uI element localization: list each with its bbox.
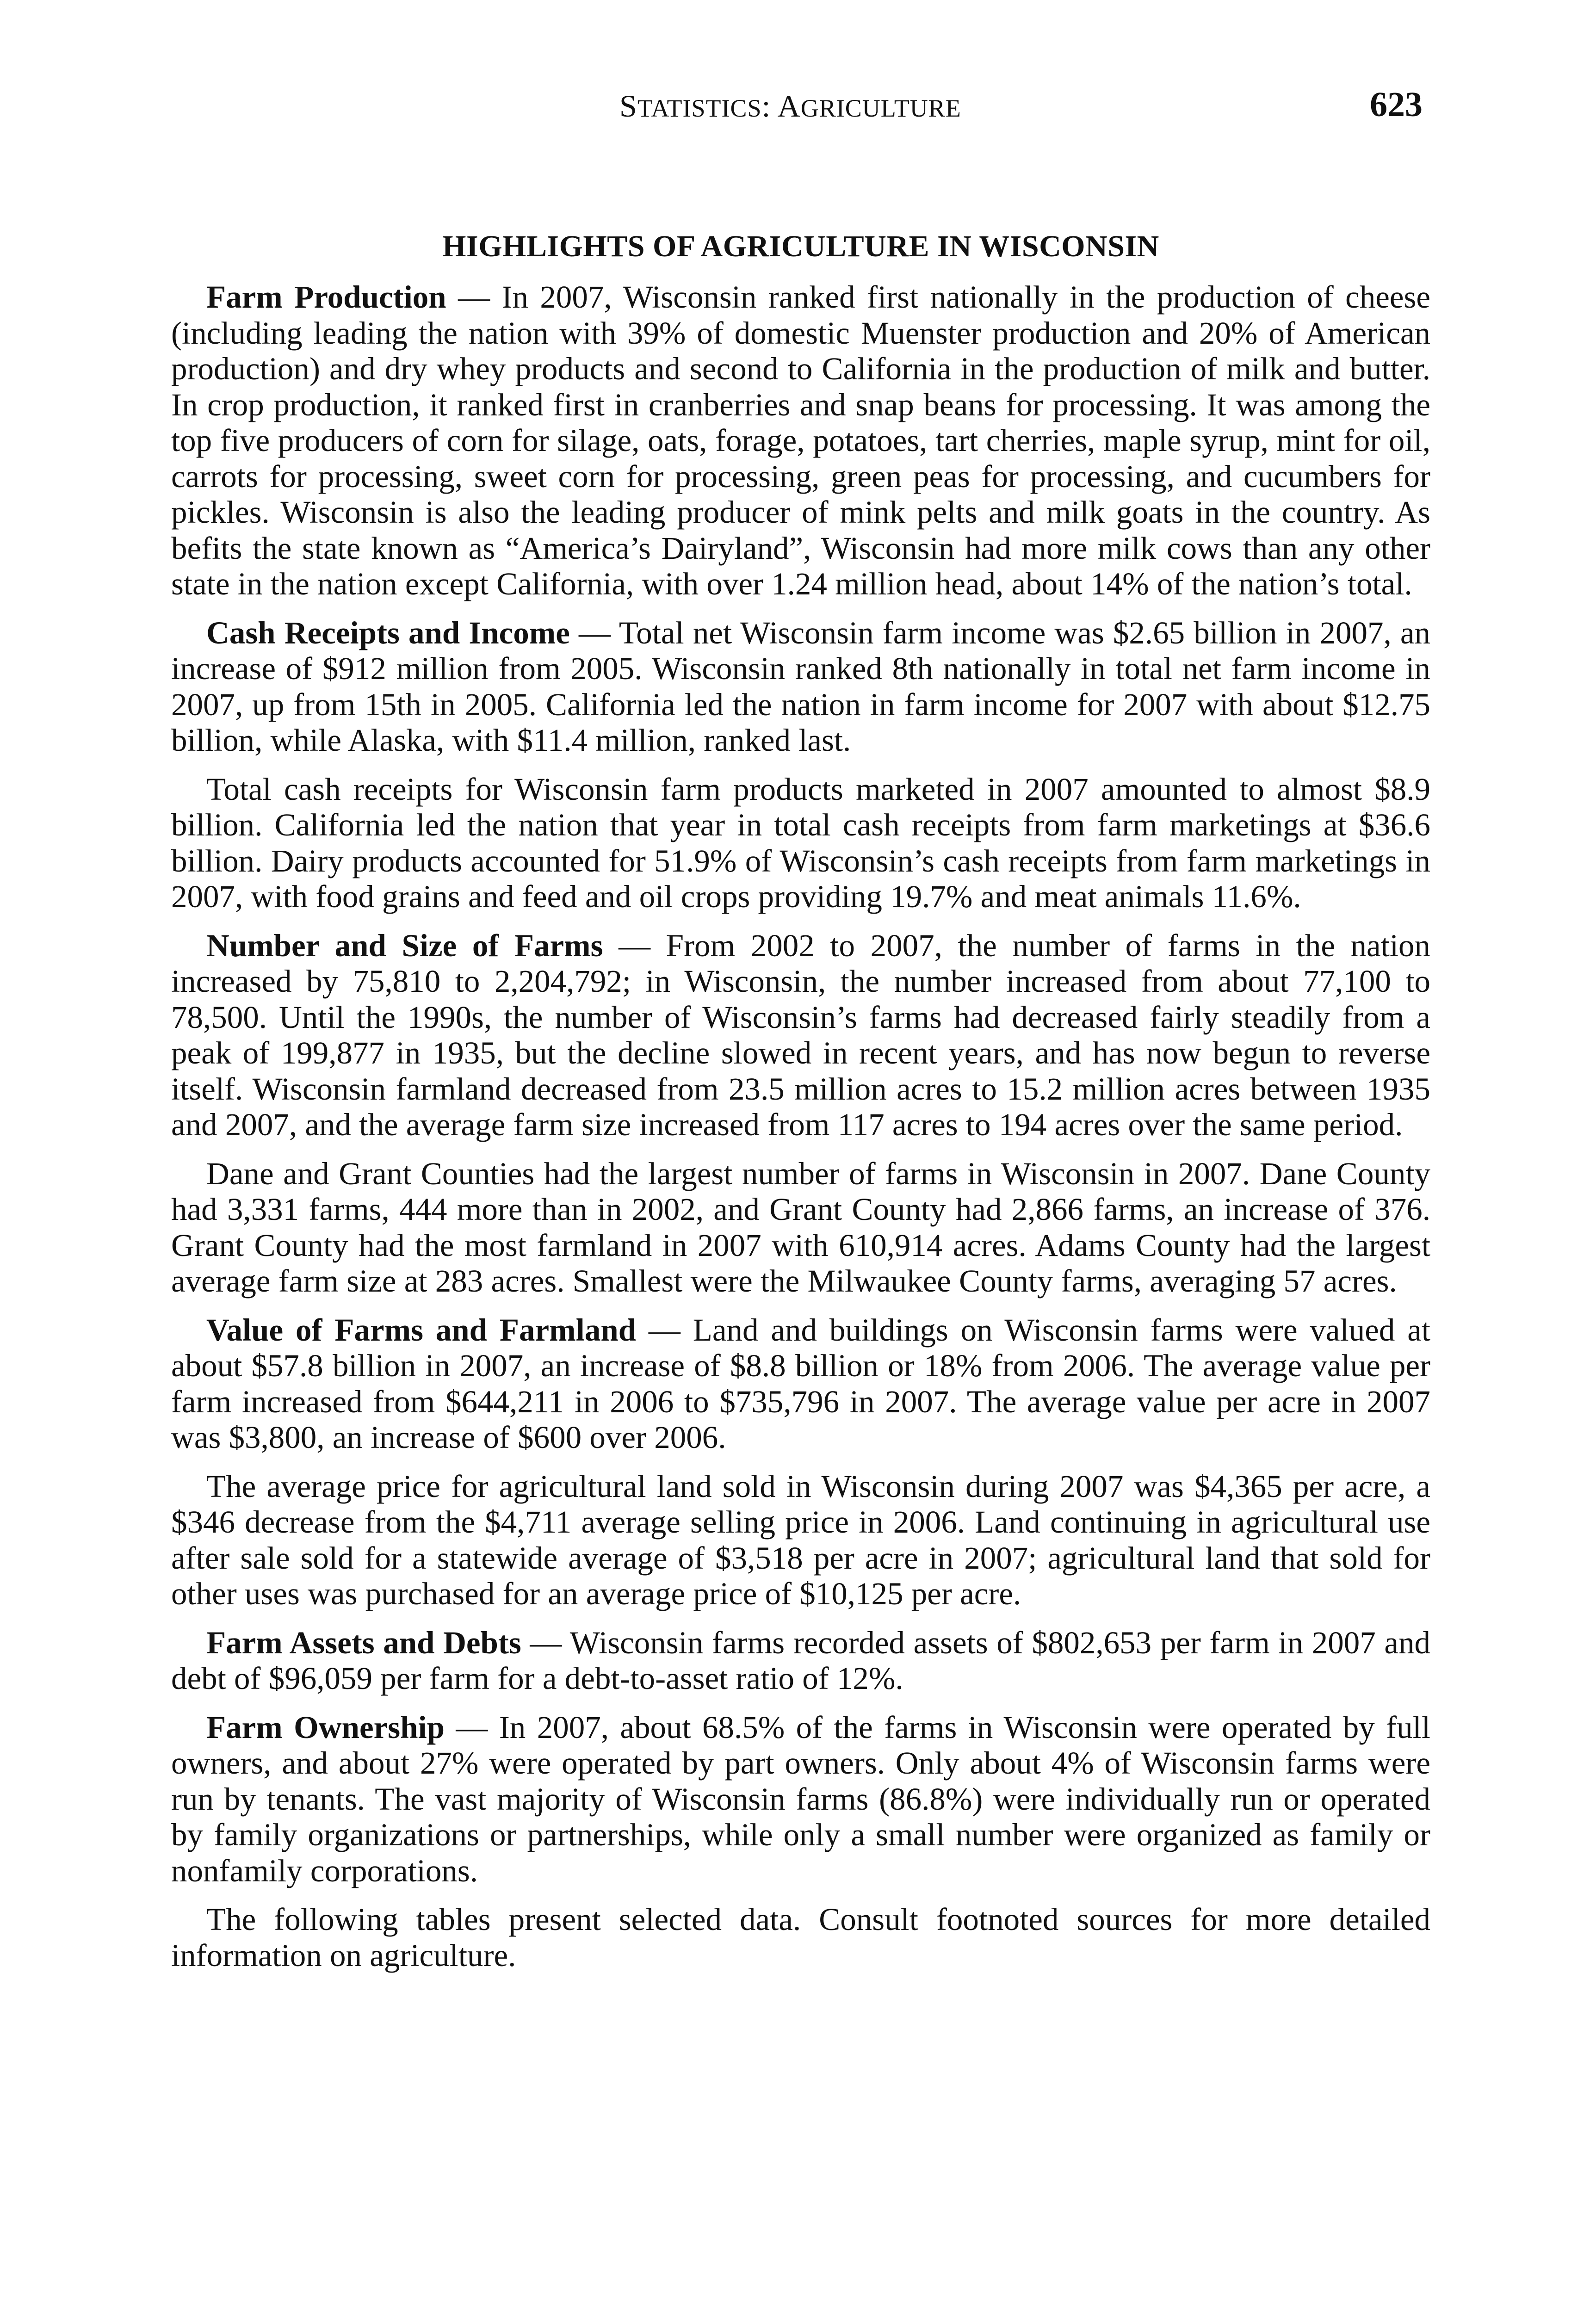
paragraph-text: — In 2007, Wisconsin ranked first nationally in the production of cheese (including leading the nation with 39% of domestic Muenster production and 20% of American production) and dry whey products and second to California in the production of milk and butter. In crop production, it ranked first in cranberries and snap beans for processing. It was among the top five producers of corn for silage, oats, forage, potatoes, tart cherries, maple syrup, mint for oil, carrots for processing, sweet corn for processing, green peas for processing, and cucumbers for pickles. Wisconsin is also the leading producer of mink pelts and milk goats in the country. As befits the state known as “America’s Dairyland”, Wisconsin had more milk cows than any other state in the nation except California, with over 1.24 million head, about 14% of the nation’s total. (171, 279, 1430, 601)
paragraph-farm-ownership (171, 1710, 1430, 1889)
paragraph-text: — Total net Wisconsin farm income was $2.65 billion in 2007, an increase of $912 million from 2005. Wisconsin ranked 8th nationally in total net farm income in 2007, up from 15th in 2005. California led the nation in farm income for 2007 with about $12.75 billion, while Alaska, with $11.4 million, ranked last. (171, 615, 1431, 758)
running-header-part2: GRICULTURE (800, 94, 961, 122)
page-number: 623 (1370, 85, 1423, 124)
paragraph-number-size-farms (171, 928, 1430, 1143)
section-heading-value-farms: Value of Farms and Farmland (206, 1312, 637, 1348)
section-heading-cash-receipts: Cash Receipts and Income (206, 615, 570, 650)
running-header-separator: : A (761, 88, 801, 124)
running-header-part1: TATISTICS (637, 94, 762, 122)
paragraph-assets-debts (171, 1625, 1430, 1697)
running-header-initial-s: S (619, 88, 637, 124)
section-heading-farm-ownership: Farm Ownership (206, 1709, 445, 1745)
article-body (171, 231, 1430, 1986)
paragraph-text: — Wisconsin farms recorded assets of $802,653 per farm in 2007 and debt of $96,059 per farm for a debt-to-asset ratio of 12%. (171, 1625, 1431, 1696)
paragraph-farm-production (171, 279, 1430, 602)
paragraph-text: — From 2002 to 2007, the number of farms in the nation increased by 75,810 to 2,204,792; in Wisconsin, the number increased from about 77,100 to 78,500. Until the 1990s, the number of Wisconsin’s farms had decreased fairly steadily from a peak of 199,877 in 1935, but the decline slowed in recent years, and has now begun to reverse itself. Wisconsin farmland decreased from 23.5 million acres to 15.2 million acres between 1935 and 2007, and the average farm size increased from 117 acres to 194 acres over the same period. (171, 928, 1431, 1142)
paragraph-counties (171, 1156, 1430, 1299)
paragraph-total-cash-receipts (171, 772, 1430, 915)
paragraph-text: — Land and buildings on Wisconsin farms were valued at about $57.8 billion in 2007, an increase of $8.8 billion or 18% from 2006. The average value per farm increased from $644,211 in 2006 to $735,796 in 2007. The average value per acre in 2007 was $3,800, an increase of $600 over 2006. (171, 1312, 1430, 1455)
section-heading-assets-debts: Farm Assets and Debts (206, 1625, 521, 1660)
paragraph-text: Total cash receipts for Wisconsin farm products marketed in 2007 amounted to almost $8.9 billion. California led the nation that year in total cash receipts from farm marketings at $36.6 billion. Dairy products accounted for 51.9% of Wisconsin’s cash receipts from farm marketings in 2007, with food grains and feed and oil crops providing 19.7% and meat animals 11.6%. (171, 771, 1430, 914)
paragraph-cash-receipts-income (171, 615, 1430, 759)
section-heading-farm-production: Farm Production (206, 279, 446, 315)
paragraph-text: The average price for agricultural land sold in Wisconsin during 2007 was $4,365 per acre, a $346 decrease from the $4,711 average selling price in 2006. Land continuing in agricultural use after sale sold for a statewide average of $3,518 per acre in 2007; agricultural land that sold for other uses was purchased for an average price of $10,125 per acre. (171, 1468, 1430, 1611)
paragraph-text: The following tables present selected data. Consult footnoted sources for more detailed information on agriculture. (171, 1902, 1430, 1973)
paragraph-land-prices (171, 1469, 1430, 1612)
running-header (619, 90, 961, 122)
paragraph-text: Dane and Grant Counties had the largest number of farms in Wisconsin in 2007. Dane County had 3,331 farms, 444 more than in 2002, and Grant County had 2,866 farms, an increase of 376. Grant County had the most farmland in 2007 with 610,914 acres. Adams County had the largest average farm size at 283 acres. Smallest were the Milwaukee County farms, averaging 57 acres. (171, 1156, 1430, 1299)
paragraph-closing-note (171, 1902, 1430, 1973)
paragraph-text: — In 2007, about 68.5% of the farms in Wisconsin were operated by full owners, and about 27% were operated by part owners. Only about 4% of Wisconsin farms were run by tenants. The vast majority of Wisconsin farms (86.8%) were individually run or operated by family organizations or partnerships, while only a small number were organized as family or nonfamily corporations. (171, 1709, 1430, 1888)
article-title: HIGHLIGHTS OF AGRICULTURE IN WISCONSIN (442, 229, 1159, 263)
paragraph-value-farms (171, 1312, 1430, 1456)
section-heading-number-size: Number and Size of Farms (206, 928, 603, 963)
